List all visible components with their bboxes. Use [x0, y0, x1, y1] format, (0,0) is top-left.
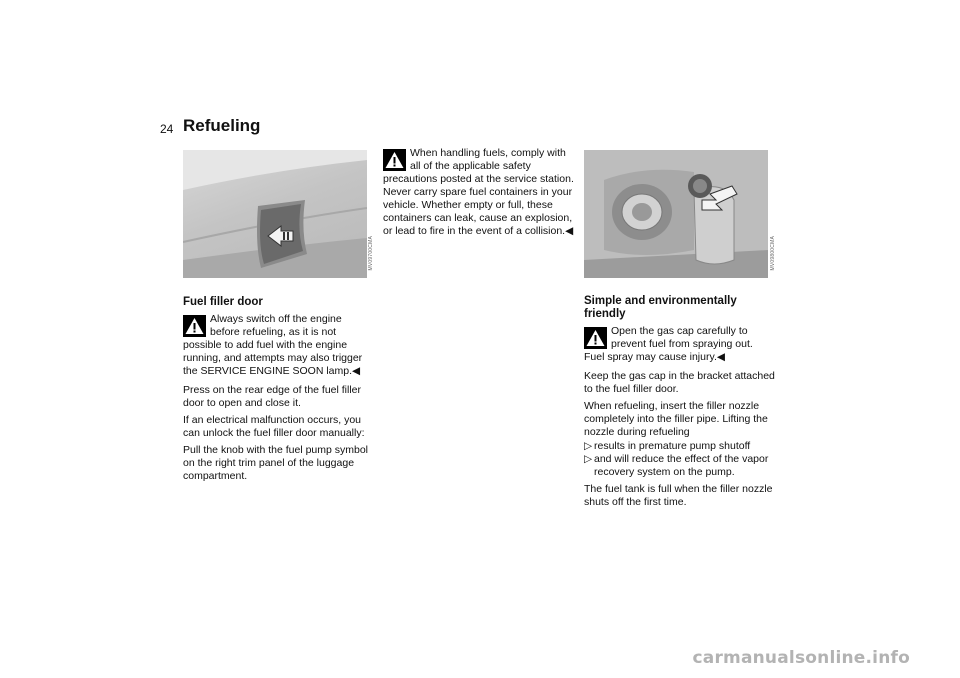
column-1 [183, 296, 373, 487]
warning-block [383, 147, 575, 238]
paragraph: If an electrical malfunction occurs, you can unlock the fuel filler door manually: [183, 414, 365, 439]
list-item-text: results in premature pump shutoff [594, 440, 751, 452]
column-2 [383, 147, 575, 238]
warning-icon [584, 327, 607, 349]
bullet-marker: ▷ [584, 440, 593, 452]
paragraph: The fuel tank is full when the filler nozzle shuts off the first time. [584, 483, 773, 508]
paragraph: Keep the gas cap in the bracket attached to the fuel filler door. [584, 370, 775, 395]
warning-icon [183, 315, 206, 337]
warning-text: Open the gas cap carefully to prevent fuel from spraying out. Fuel spray may cause injury.◀ [584, 325, 753, 363]
fuel-filler-door-photo [183, 150, 367, 278]
section-heading-simple-environmentally-friendly: Simple and environmentally friendly [584, 295, 737, 320]
section-heading-fuel-filler-door: Fuel filler door [183, 296, 263, 308]
list-item [584, 440, 776, 453]
gas-cap-illustration [584, 150, 768, 278]
fuel-filler-door-illustration [183, 150, 367, 278]
bullet-marker: ▷ [584, 453, 593, 465]
list-item-text: and will reduce the effect of the vapor recovery system on the pump. [594, 453, 769, 478]
gas-cap-photo [584, 150, 768, 278]
image-code-left: MV09700CMA [368, 236, 374, 271]
paragraph: Pull the knob with the fuel pump symbol on the right trim panel of the luggage compartment. [183, 444, 369, 482]
page-number: 24 [160, 122, 174, 136]
warning-text: When handling fuels, comply with all of the applicable safety precautions posted at the service station. Never carry spare fuel containers in your vehicle. Whether empty or full, these containers can leak, cause an explosion, or lead to fire in the event of a collision.◀ [383, 147, 574, 237]
list-item [584, 453, 776, 479]
paragraph: When refueling, insert the filler nozzle completely into the filler pipe. Lifting the nozzle during refueling [584, 400, 768, 438]
image-code-right: MV09800CMA [770, 236, 776, 271]
column-3 [584, 295, 776, 513]
warning-icon [383, 149, 406, 171]
watermark: carmanualsonline.info [692, 648, 910, 668]
page-title: Refueling [183, 116, 261, 135]
paragraph: Press on the rear edge of the fuel filler door to open and close it. [183, 384, 362, 409]
warning-text: Always switch off the engine before refueling, as it is not possible to add fuel with the engine running, and attempts may also trigger the SERVICE ENGINE SOON lamp.◀ [183, 313, 363, 377]
warning-block [183, 313, 373, 378]
warning-block [584, 325, 776, 364]
